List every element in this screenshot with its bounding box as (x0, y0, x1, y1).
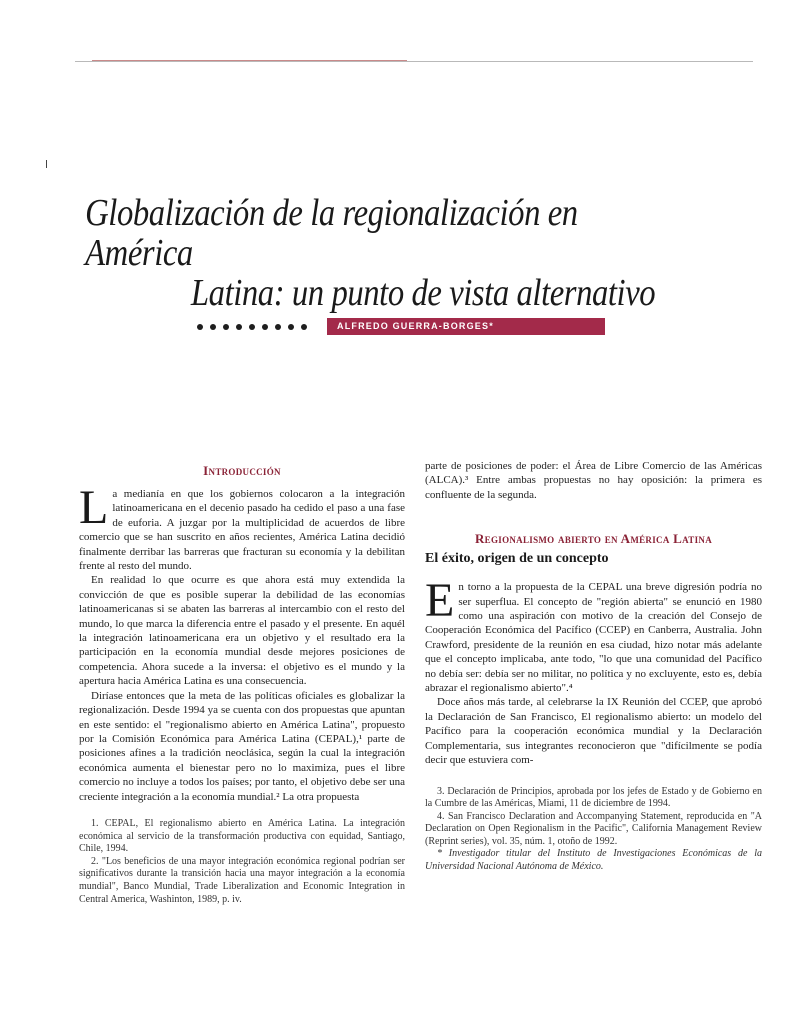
subsection-heading: El éxito, origen de un concepto (425, 551, 609, 567)
right-column (425, 459, 762, 874)
left-column (79, 462, 405, 906)
section-heading: Regionalismo abierto en América Latina (474, 531, 712, 547)
title-line-1: Globalización de la regionalización en América (85, 192, 578, 274)
intro-paragraph-4: parte de posiciones de poder: el Área de Libre Comercio de las Américas (ALCA).³ Entre ambas propuestas no hay oposición: la primera es confluente de la segunda. (425, 460, 762, 501)
footnote-4: 4. San Francisco Declaration and Accompanying Statement, reproducida en "A Declaration on Open Regionalism in the Pacific", California Management Review (Reprint series), vol. 35, núm. 1, otoño de 1992. (425, 810, 762, 847)
intro-heading: Introducción (203, 463, 281, 478)
title-line-2: Latina: un punto de vista alternativo (190, 272, 656, 314)
author-affiliation: * Investigador titular del Instituto de Investigaciones Económicas de la Universidad Nacional Autónoma de México. (425, 848, 762, 873)
footnotes-left (79, 818, 405, 906)
dropcap-e: E (425, 574, 455, 628)
footnotes-right (425, 786, 762, 849)
intro-paragraph-1-text: a medianía en que los gobiernos colocaron a la integración latinoamericana en el decenio pasado ha cedido el paso a una fase de euforia. A juzgar por la multiplicidad de acuerdos de libre comercio que se han suscrito en años recientes, América Latina decidió finalmente derribar las barreras que fracturan su economía y la debilitan frente al resto del mundo. (79, 488, 405, 573)
intro-paragraph-2: En realidad lo que ocurre es que ahora está muy extendida la convicción de que es posible superar la debilidad de las economías latinoamericanas si se abaten las barreras al intercambio con el resto del mundo, lo que marca la diferencia entre el pasado y el presente. En aquél la integración latinoamericana era un objetivo y el resultado era la participación en la economía mundial desde mejores posiciones de competencia. Ahora sucede a la inversa: el objetivo es el mundo y la apertura hacia América Latina es una consecuencia. (79, 574, 405, 688)
decorative-dots (197, 318, 327, 330)
section-paragraph-1 (425, 574, 762, 695)
margin-tick (46, 160, 47, 168)
intro-paragraph-1 (79, 481, 405, 573)
top-rule-accent (92, 60, 407, 61)
section-paragraph-1-text: n torno a la propuesta de la CEPAL una breve digresión podría no ser superflua. El concepto de "región abierta" se enunció en 1980 como una aspiración con motivo de la creación del Consejo de Cooperación Económica del Pacífico (CCEP) en Canberra, Australia. John Crawford, presidente de la reunión en esa ciudad, hizo notar más adelante que el concepto implicaba, ante todo, "lo que una comunidad del Pacífico no debía ser: debía ser no militar, no política y no excluyente, esto es, debía abrazar el regionalismo abierto".⁴ (425, 581, 762, 695)
intro-paragraph-3: Diríase entonces que la meta de las políticas oficiales es globalizar la regionalización. Desde 1994 ya se cuenta con dos propuestas que apuntan en este sentido: el "regionalismo abierto en América Latina", propuesto por la Comisión Económica para América Latina (CEPAL),¹ parte de posiciones afines a la tradición neoclásica, según la cual la integración económica aumenta el bienestar pero no lo maximiza, pues el libre comercio no incluye a todos los países; por tanto, el objetivo debe ser una creciente integración a la economía mundial.² La otra propuesta (79, 689, 405, 803)
dropcap-l: L (79, 481, 109, 534)
footnote-3: 3. Declaración de Principios, aprobada por los jefes de Estado y de Gobierno en la Cumbre de las Américas, Miami, 11 de diciembre de 1994. (425, 785, 762, 810)
footnote-2: 2. "Los beneficios de una mayor integración económica regional podrían ser significativos durante la transición hacia una mayor integración a la economía mundial", Banco Mundial, Trade Liberalization and Economic Integration in Central America, Washinton, 1989, p. iv. (79, 855, 405, 905)
footnote-1: 1. CEPAL, El regionalismo abierto en América Latina. La integración económica al servicio de la transformación productiva con equidad, Santiago, Chile, 1994. (79, 817, 405, 855)
top-rule (75, 61, 753, 62)
section-paragraph-2: Doce años más tarde, al celebrarse la IX Reunión del CCEP, que aprobó la Declaración de San Francisco, El regionalismo abierto: un modelo del Pacífico para la cooperación económica mundial y la Declaración Complementaria, sus integrantes reconocieron que "difícilmente se podía decir que estuviera com- (425, 696, 762, 767)
author-band (327, 318, 605, 335)
author-name: ALFREDO GUERRA-BORGES* (337, 321, 494, 331)
article-title (0, 193, 682, 313)
